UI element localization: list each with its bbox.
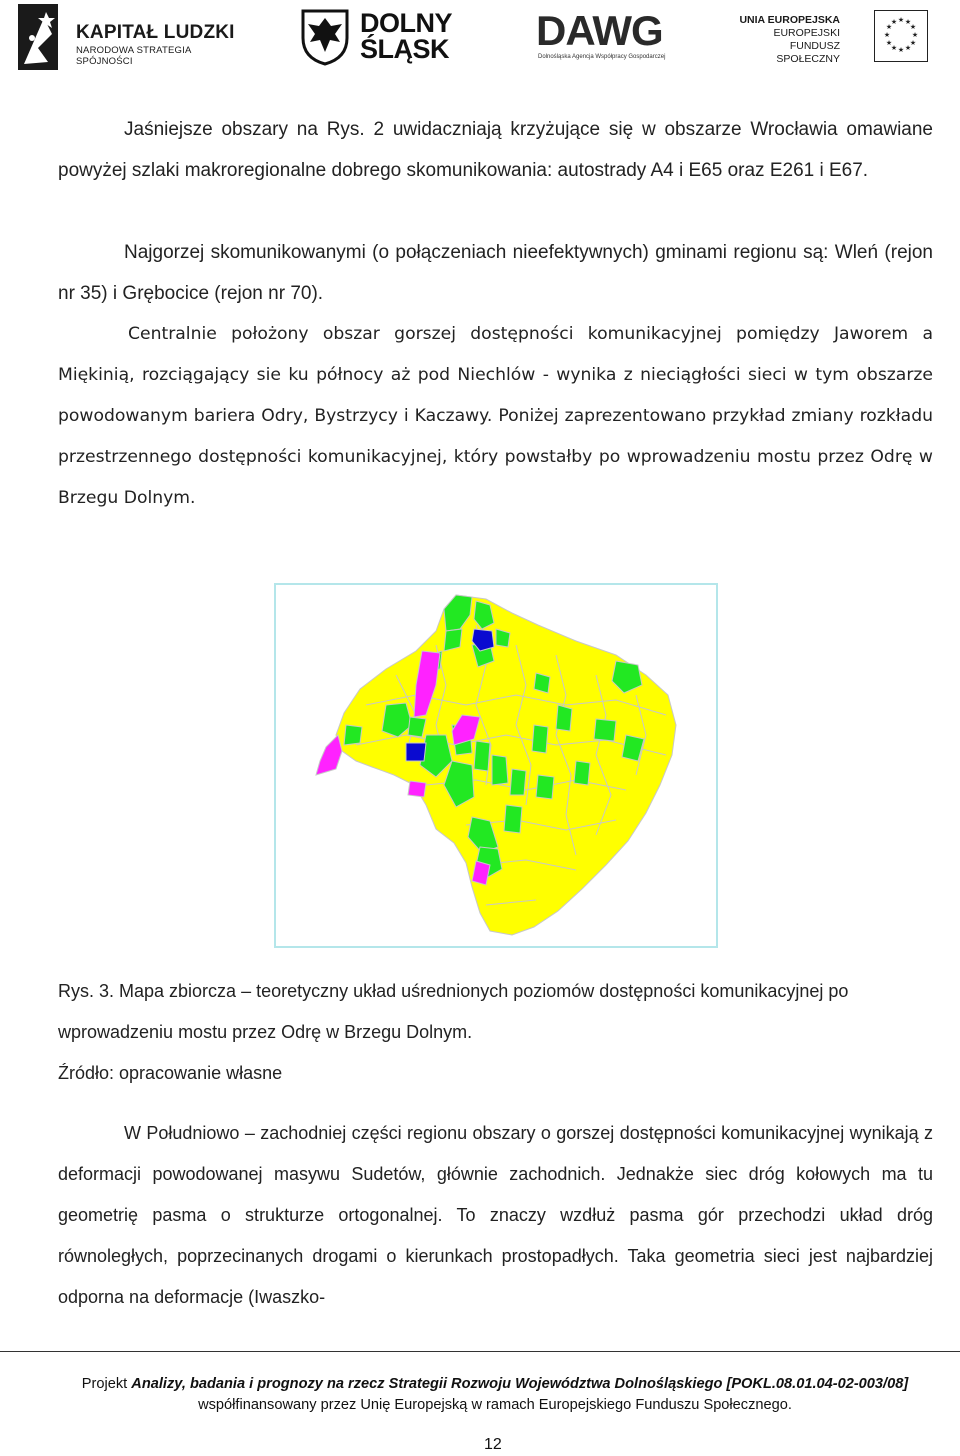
svg-text:★: ★: [909, 23, 917, 31]
svg-text:★: ★: [909, 39, 917, 47]
footer-rule: [0, 1351, 960, 1352]
paragraph-1: [58, 109, 933, 191]
svg-text:★: ★: [885, 23, 893, 31]
kapital-ludzki-subtitle: NARODOWA STRATEGIA SPÓJNOŚCI: [76, 45, 191, 67]
svg-text:★: ★: [885, 39, 893, 47]
svg-text:★: ★: [883, 31, 891, 39]
footer-project-line: [0, 1374, 960, 1395]
kapital-ludzki-emblem-icon: [14, 4, 66, 70]
paragraph-3: [58, 314, 933, 519]
svg-text:★: ★: [904, 44, 912, 52]
footer-prefix: Projekt: [81, 1376, 132, 1392]
caption-source: Źródło: opracowanie własne: [58, 1063, 283, 1083]
eagle-shield-icon: [300, 8, 350, 66]
page-number: 12: [484, 1436, 502, 1453]
svg-text:★: ★: [904, 18, 912, 26]
svg-text:★: ★: [897, 16, 905, 24]
eu-line1: UNIA EUROPEJSKA: [739, 14, 840, 26]
dawg-subtitle: Dolnośląska Agencja Współpracy Gospodarczej: [538, 54, 666, 60]
paragraph-2: [58, 232, 933, 314]
svg-text:★: ★: [911, 31, 919, 39]
kapital-ludzki-title: KAPITAŁ LUDZKI: [76, 22, 235, 43]
dawg-word: DAWG: [536, 7, 663, 54]
eu-text: [736, 14, 840, 66]
eu-logo: [736, 8, 932, 66]
paragraph-3-text: Centralnie położony obszar gorszej dostępności komunikacyjnej pomiędzy Jaworem a Miękinią, rozciągający sie ku północy aż pod Niechlów - wynika z nieciągłości sieci w tym obszarze powodowanym bariera Odry, Bystrzycy i Kaczawy. Poniżej zaprezentowano przykład zmiany rozkładu przestrzennego dostępności komunikacyjnej, który powstałby po wprowadzeniu mostu przez Odrę w Brzegu Dolnym.: [58, 324, 933, 508]
caption-text: Rys. 3. Mapa zbiorcza – teoretyczny układ uśrednionych poziomów dostępności komunikacyjnej po wprowadzeniu mostu przez Odrę w Brzegu Dolnym.: [58, 981, 849, 1042]
svg-text:★: ★: [890, 44, 898, 52]
paragraph-4: [58, 1113, 933, 1318]
dolny-slask-logo: [300, 8, 476, 66]
footer-project-title: Analizy, badania i prognozy na rzecz Strategii Rozwoju Województwa Dolnośląskiego [POKL.08.01.04-02-003/08]: [131, 1376, 909, 1392]
paragraph-2-text: Najgorzej skomunikowanymi (o połączeniach nieefektywnych) gminami regionu są: Wleń (rejon nr 35) i Grębocice (rejon nr 70).: [58, 242, 933, 304]
svg-text:★: ★: [890, 18, 898, 26]
accessibility-map-figure: [274, 583, 718, 948]
eu-line2: EUROPEJSKI: [773, 27, 840, 39]
map-region-west-tip: [316, 735, 342, 775]
accessibility-map: [276, 585, 716, 946]
eu-flag-icon: [874, 10, 928, 62]
footer-cofinance: współfinansowany przez Unię Europejską w ramach Europejskiego Funduszu Społecznego.: [198, 1397, 792, 1413]
dolny-word: DOLNY: [360, 8, 452, 38]
footer: [0, 1374, 960, 1416]
paragraph-4-text: W Południowo – zachodniej części regionu obszary o gorszej dostępności komunikacyjnej wynikają z deformacji powodowanej masywu Sudetów, głównie zachodnich. Jednakże siec dróg kołowych ma tu geometrię pasma o strukturze ortogonalnej. To znaczy wzdłuż pasma gór przechodzi układ dróg równoległych, poprzecinanych drogami o kierunkach prostopadłych. Taka geometria sieci jest najbardziej odporna na deformacje (Iwaszko-: [58, 1123, 933, 1307]
eu-line3: FUNDUSZ SPOŁECZNY: [776, 40, 840, 65]
header-logos: [0, 0, 960, 76]
dawg-logo: [536, 7, 686, 66]
paragraph-1-text: Jaśniejsze obszary na Rys. 2 uwidaczniają krzyżujące się w obszarze Wrocławia omawiane powyżej szlaki makroregionalne dobrego skomunikowania: autostrady A4 i E65 oraz E261 i E67.: [58, 119, 933, 181]
figure-caption: [58, 971, 933, 1094]
svg-text:★: ★: [897, 46, 905, 54]
slask-word: ŚLĄSK: [360, 34, 450, 64]
kapital-ludzki-logo: [14, 4, 244, 70]
